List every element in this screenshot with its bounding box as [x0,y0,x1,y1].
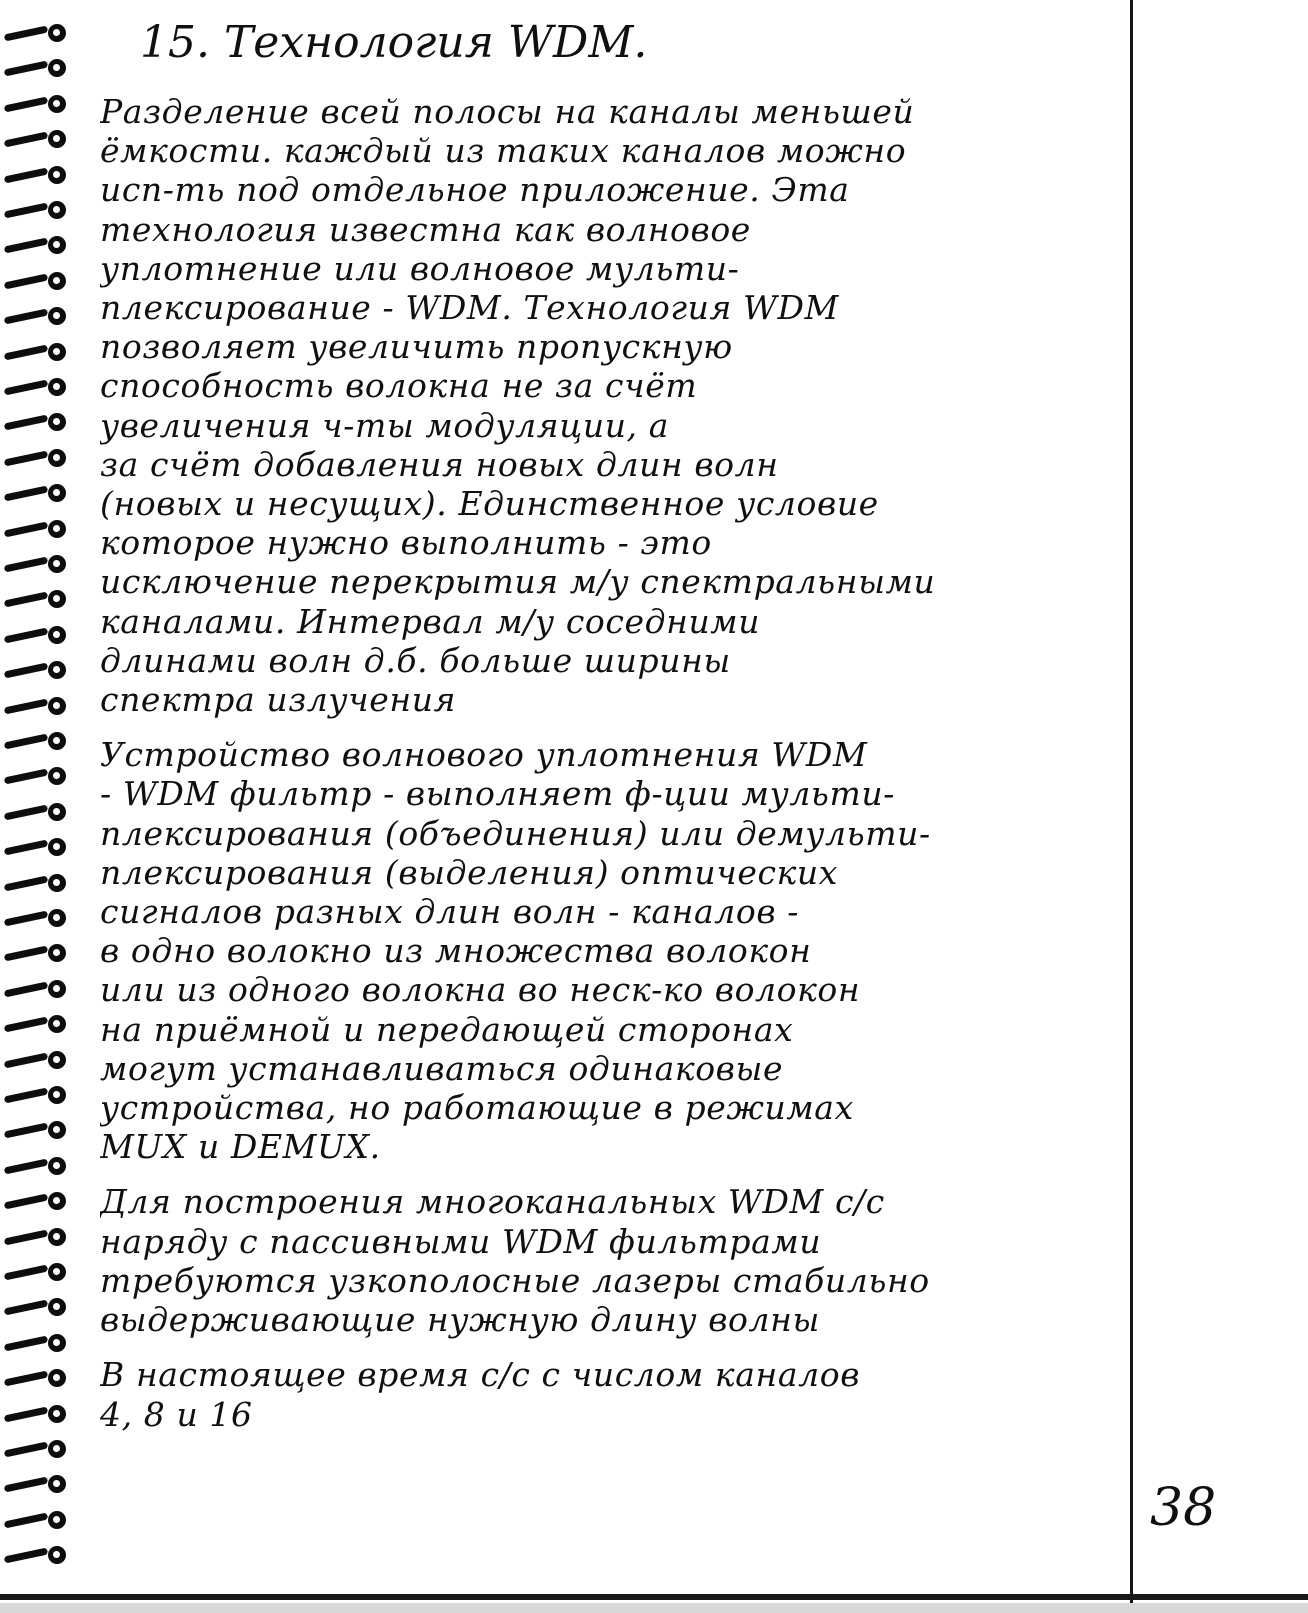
text-line: на приёмной и передающей сторонах [100,1009,794,1049]
text-line: которое нужно выполнить - это [100,523,712,563]
page-title: 15. Технология WDM. [140,17,648,68]
spiral-ring [4,695,74,717]
page-bottom-shadow [0,1603,1308,1613]
text-line: 4, 8 и 16 [100,1394,253,1434]
spiral-ring [4,1155,74,1177]
text-line: исключение перекрытия м/у спектральными [100,562,936,602]
text-line: в одно волокно из множества волокон [100,931,812,971]
page-bottom-edge [0,1594,1308,1600]
paragraph [100,1355,1270,1433]
text-line: или из одного волокна во неск-ко волокон [100,970,861,1010]
spiral-ring [4,942,74,964]
spiral-ring [4,1438,74,1460]
paragraph [100,735,1270,1166]
spiral-ring [4,765,74,787]
text-line: могут устанавливаться одинаковые [100,1048,784,1088]
spiral-ring [4,1544,74,1566]
text-line: выдерживающие нужную длину волны [100,1300,820,1340]
spiral-ring [4,1261,74,1283]
spiral-ring [4,872,74,894]
text-line: уплотнение или волновое мульти- [100,248,740,288]
paragraph [100,92,1270,719]
text-line: длинами волн д.б. больше ширины [100,640,731,680]
text-line: Для построения многоканальных WDM с/с [100,1182,885,1222]
spiral-ring [4,1190,74,1212]
text-line: позволяет увеличить пропускную [100,327,733,367]
spiral-ring [4,518,74,540]
spiral-ring [4,1119,74,1141]
spiral-ring [4,1084,74,1106]
spiral-ring [4,1332,74,1354]
spiral-ring [4,447,74,469]
text-line: устройства, но работающие в режимах [100,1088,854,1128]
text-line: спектра излучения [100,680,457,720]
notes-body [100,92,1270,1434]
page-number: 38 [1150,1478,1217,1538]
spiral-ring [4,22,74,44]
spiral-ring [4,801,74,823]
text-line: исп-ть под отдельное приложение. Эта [100,170,850,210]
spiral-ring [4,836,74,858]
spiral-ring [4,1296,74,1318]
spiral-ring [4,411,74,433]
spiral-ring [4,234,74,256]
spiral-ring [4,907,74,929]
spiral-ring [4,164,74,186]
spiral-ring [4,93,74,115]
spiral-ring [4,624,74,646]
text-line: плексирование - WDM. Технология WDM [100,288,839,328]
spiral-ring [4,199,74,221]
spiral-ring [4,482,74,504]
text-line: каналами. Интервал м/у соседними [100,601,761,641]
text-line: способность волокна не за счёт [100,366,698,406]
spiral-ring [4,1367,74,1389]
text-line: Устройство волнового уплотнения WDM [100,735,868,775]
spiral-binding [0,0,80,1613]
spiral-ring [4,730,74,752]
text-line: В настоящее время с/с с числом каналов [100,1355,860,1395]
handwritten-notes [100,12,1270,1450]
text-line: плексирования (объединения) или демульти- [100,813,931,853]
text-line: наряду с пассивными WDM фильтрами [100,1221,822,1261]
spiral-ring [4,1509,74,1531]
spiral-ring [4,659,74,681]
text-line: за счёт добавления новых длин волн [100,444,779,484]
spiral-ring [4,978,74,1000]
text-line: требуются узкополосные лазеры стабильно [100,1260,930,1300]
text-line: технология известна как волновое [100,209,751,249]
text-line: увеличения ч-ты модуляции, а [100,405,670,445]
text-line: плексирования (выделения) оптических [100,852,838,892]
text-line: сигналов разных длин волн - каналов - [100,892,799,932]
spiral-ring [4,376,74,398]
text-line: - WDM фильтр - выполняет ф-ции мульти- [100,774,895,814]
spiral-ring [4,588,74,610]
spiral-ring [4,1403,74,1425]
spiral-ring [4,128,74,150]
spiral-ring [4,553,74,575]
spiral-ring [4,305,74,327]
spiral-ring [4,1226,74,1248]
spiral-ring [4,341,74,363]
spiral-ring [4,1473,74,1495]
spiral-ring [4,1049,74,1071]
spiral-ring [4,270,74,292]
spiral-ring [4,1013,74,1035]
spiral-ring [4,57,74,79]
paragraph [100,1182,1270,1339]
text-line: (новых и несущих). Единственное условие [100,484,879,524]
text-line: MUX и DEMUX. [100,1127,381,1167]
text-line: Разделение всей полосы на каналы меньшей [100,92,915,131]
text-line: ёмкости. каждый из таких каналов можно [100,131,907,171]
